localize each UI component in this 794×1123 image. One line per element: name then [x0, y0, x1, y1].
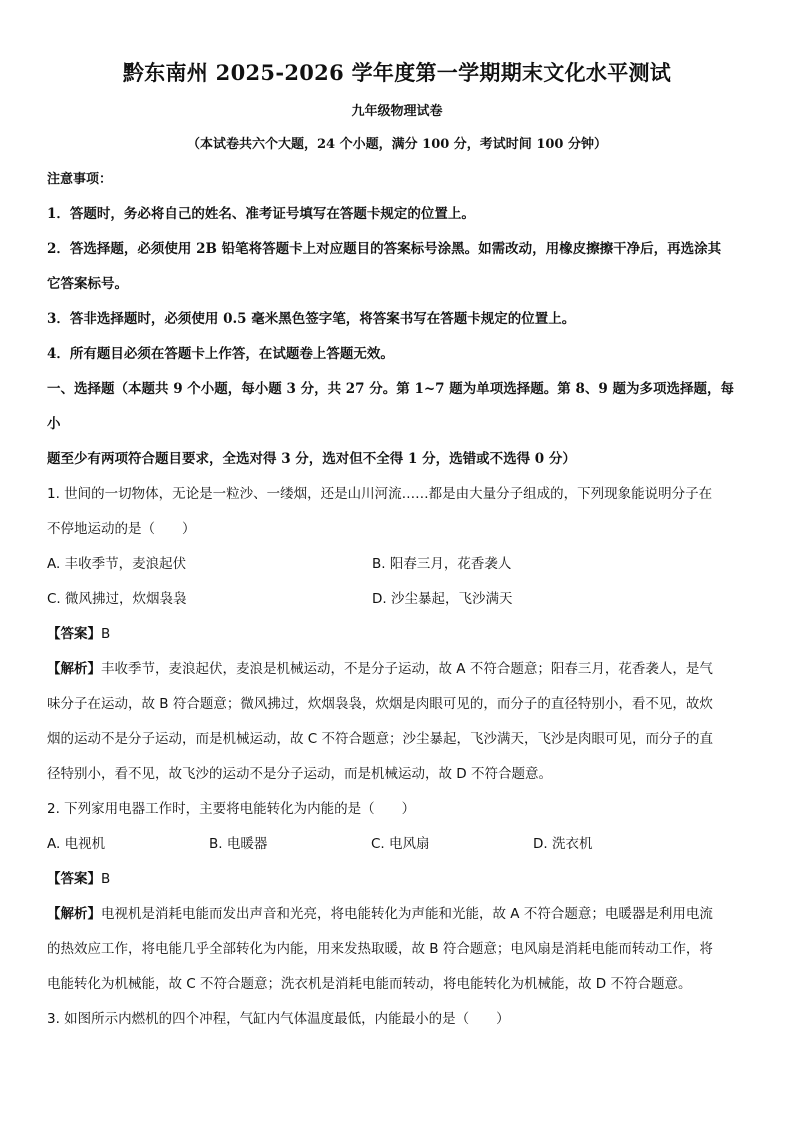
section-heading: 一、选择题（本题共 9 个小题，每小题 3 分，共 27 分。第 1~7 题为单项选择题。第 8、9 题为多项选择题，每小 [47, 381, 734, 432]
section-heading-cont: 题至少有两项符合题目要求，全选对得 3 分，选对但不全得 1 分，选错或不选得 0 分） [47, 451, 576, 467]
question-1-stem: 1. 世间的一切物体，无论是一粒沙、一缕烟，还是山川河流……都是由大量分子组成的，下列现象能说明分子在 [47, 486, 713, 502]
analysis-line: 的热效应工作，将电能几乎全部转化为内能，用来发热取暖，故 B 符合题意；电风扇是消耗电能而转动工作，将 [47, 941, 713, 957]
answer-tag: 【答案】 [47, 871, 101, 887]
question-2-answer [47, 862, 747, 897]
exam-title: 黔东南州 2025-2026 学年度第一学期期末文化水平测试 [122, 60, 672, 85]
analysis-line: 烟的运动不是分子运动，而是机械运动，故 C 不符合题意；沙尘暴起，飞沙满天，飞沙是肉眼可见，而分子的直 [47, 731, 714, 747]
option-b: B. 阳春三月，花香袭人 [372, 556, 512, 572]
question-1-options-row-1 [47, 547, 747, 582]
analysis-line: 丰收季节，麦浪起伏，麦浪是机械运动，不是分子运动，故 A 不符合题意；阳春三月，花香袭人，是气 [101, 661, 713, 677]
analysis-line: 电能转化为机械能，故 C 不符合题意；洗衣机是消耗电能而转动，将电能转化为机械能，故 D 不符合题意。 [47, 976, 692, 992]
analysis-line: 径特别小，看不见，故飞沙的运动不是分子运动，而是机械运动，故 D 不符合题意。 [47, 766, 552, 782]
question-1-analysis [47, 652, 747, 687]
answer-value: B [101, 871, 111, 887]
note-item: 4．所有题目必须在答题卡上作答，在试题卷上答题无效。 [47, 346, 394, 362]
option-d: D. 沙尘暴起，飞沙满天 [372, 591, 513, 607]
option-a: A. 电视机 [47, 836, 106, 852]
option-a: A. 丰收季节，麦浪起伏 [47, 556, 187, 572]
note-item: 它答案标号。 [47, 276, 128, 292]
question-2-options [47, 827, 747, 862]
notes-heading: 注意事项： [47, 172, 113, 187]
note-item: 3．答非选择题时，必须使用 0.5 毫米黑色签字笔，将答案书写在答题卡规定的位置上。 [47, 311, 576, 327]
question-2-analysis [47, 897, 747, 932]
analysis-tag: 【解析】 [47, 661, 101, 677]
analysis-line: 味分子在运动，故 B 符合题意；微风拂过，炊烟袅袅，炊烟是肉眼可见的，而分子的直径特别小，看不见，故炊 [47, 696, 713, 712]
question-2-stem: 2. 下列家用电器工作时，主要将电能转化为内能的是（ ） [47, 801, 416, 817]
option-c: C. 微风拂过，炊烟袅袅 [47, 591, 187, 607]
analysis-tag: 【解析】 [47, 906, 101, 922]
exam-info: （本试卷共六个大题，24 个小题，满分 100 分，考试时间 100 分钟） [187, 137, 607, 152]
question-1-stem-cont: 不停地运动的是（ ） [47, 521, 196, 537]
option-b: B. 电暖器 [209, 836, 268, 852]
question-1-answer [47, 617, 747, 652]
analysis-line: 电视机是消耗电能而发出声音和光亮，将电能转化为声能和光能，故 A 不符合题意；电暖器是利用电流 [101, 906, 713, 922]
note-item: 2．答选择题，必须使用 2B 铅笔将答题卡上对应题目的答案标号涂黑。如需改动，用橡皮擦擦干净后，再选涂其 [47, 241, 722, 257]
exam-subtitle: 九年级物理试卷 [351, 104, 443, 119]
option-d: D. 洗衣机 [533, 836, 593, 852]
answer-value: B [101, 626, 111, 642]
exam-page [47, 58, 747, 1037]
question-1-options-row-2 [47, 582, 747, 617]
option-c: C. 电风扇 [371, 836, 430, 852]
answer-tag: 【答案】 [47, 626, 101, 642]
note-item: 1．答题时，务必将自己的姓名、准考证号填写在答题卡规定的位置上。 [47, 206, 475, 222]
question-3-stem: 3. 如图所示内燃机的四个冲程，气缸内气体温度最低，内能最小的是（ ） [47, 1011, 510, 1027]
